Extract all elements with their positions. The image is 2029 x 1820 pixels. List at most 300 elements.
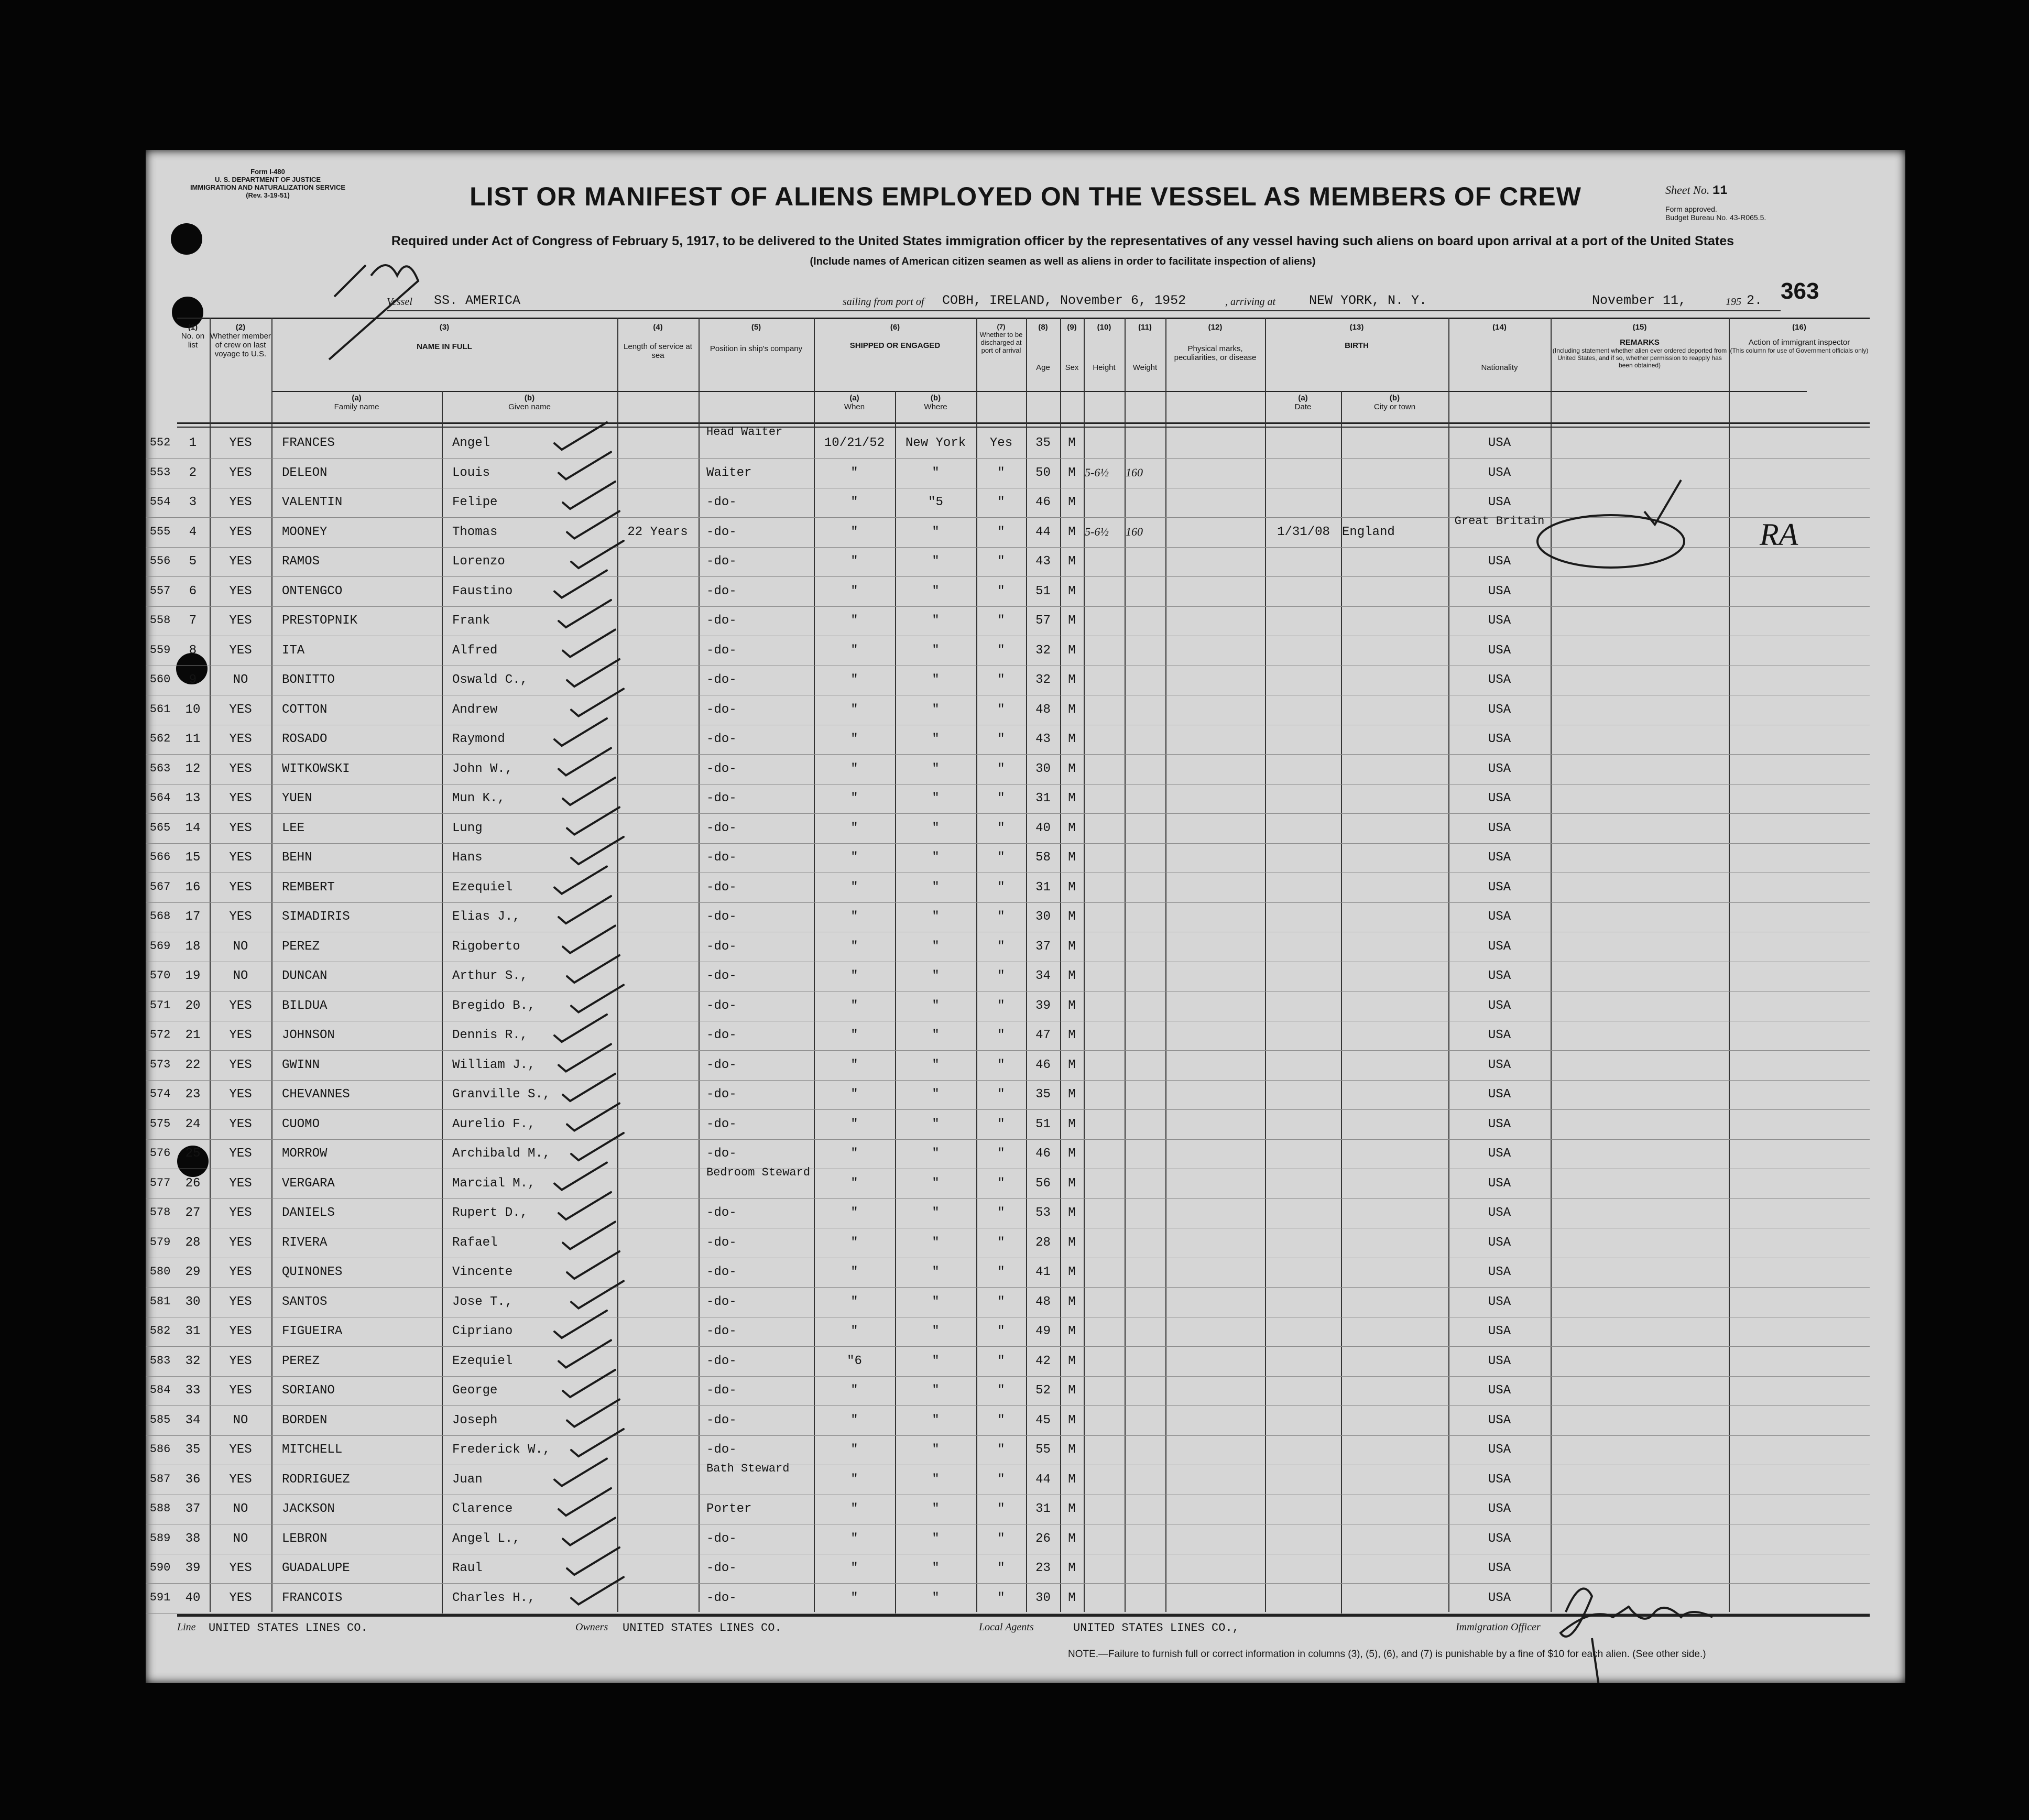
discharged: " <box>997 1176 1005 1191</box>
position: -do- <box>706 584 737 598</box>
given-name: Cipriano <box>452 1324 513 1338</box>
check-mark <box>567 511 619 539</box>
shipped-when: " <box>850 1028 858 1042</box>
discharged: " <box>997 1117 1005 1131</box>
shipped-where: " <box>932 584 940 598</box>
last-voyage: YES <box>229 465 252 480</box>
position: -do- <box>706 851 737 865</box>
given-name: Rafael <box>452 1235 498 1250</box>
family-name: PRESTOPNIK <box>282 614 358 628</box>
position: -do- <box>706 1028 737 1042</box>
position: Bath Steward <box>706 1462 790 1475</box>
last-voyage: YES <box>229 1235 252 1250</box>
nationality: USA <box>1488 495 1511 509</box>
sex: M <box>1068 1058 1076 1072</box>
check-mark <box>554 571 607 598</box>
discharged: " <box>997 791 1005 805</box>
given-name: Joseph <box>452 1413 498 1427</box>
sex: M <box>1068 1413 1076 1427</box>
position: -do- <box>706 821 737 835</box>
check-mark <box>567 1104 619 1131</box>
shipped-when: " <box>850 1383 858 1398</box>
sex: M <box>1068 1235 1076 1250</box>
shipped-when: " <box>850 939 858 954</box>
last-voyage: YES <box>229 614 252 628</box>
last-voyage: NO <box>233 1502 248 1516</box>
shipped-where: " <box>932 880 940 895</box>
row-number: 28 <box>185 1235 201 1250</box>
officer-signature <box>1561 1588 1712 1683</box>
check-mark <box>567 1251 619 1279</box>
discharged: " <box>997 939 1005 954</box>
header-num: (10) <box>1097 323 1111 332</box>
nationality: USA <box>1488 1176 1511 1191</box>
shipped-when: " <box>850 732 858 746</box>
last-voyage: YES <box>229 1087 252 1102</box>
row-number: 33 <box>185 1383 201 1398</box>
row-number: 15 <box>185 851 201 865</box>
position: -do- <box>706 998 737 1013</box>
age: 55 <box>1035 1443 1051 1457</box>
sex: M <box>1068 1206 1076 1220</box>
family-name: GWINN <box>282 1058 320 1072</box>
check-mark <box>559 1044 611 1072</box>
nationality: USA <box>1488 1472 1511 1487</box>
family-name: MORROW <box>282 1147 328 1161</box>
last-voyage: YES <box>229 732 252 746</box>
position: -do- <box>706 1058 737 1072</box>
last-voyage: NO <box>233 673 248 687</box>
discharged: " <box>997 998 1005 1013</box>
shipped-when: " <box>850 851 858 865</box>
given-name: Arthur S., <box>452 969 528 983</box>
header-num: (1) <box>188 323 198 332</box>
approval-line: Budget Bureau No. 43-R065.5. <box>1665 213 1766 222</box>
check-mark <box>567 1400 619 1427</box>
discharged: " <box>997 584 1005 598</box>
header-text: Whether member of crew on last voyage to U.S. <box>210 332 271 358</box>
row-number: 34 <box>185 1413 201 1427</box>
last-voyage: YES <box>229 1354 252 1368</box>
header-text: Height <box>1093 363 1116 372</box>
given-name: Charles H., <box>452 1590 536 1605</box>
shipped-where: " <box>932 465 940 480</box>
nationality: USA <box>1488 1294 1511 1309</box>
given-name: Alfred <box>452 643 498 658</box>
check-mark <box>563 630 615 657</box>
family-name: DUNCAN <box>282 969 328 983</box>
last-voyage: YES <box>229 584 252 598</box>
age: 43 <box>1035 732 1051 746</box>
sex: M <box>1068 495 1076 509</box>
owners-label: Owners <box>575 1621 608 1633</box>
shipped-where: " <box>932 1472 940 1487</box>
shipped-when: " <box>850 1324 858 1338</box>
inspector-initials: RA <box>1760 517 1798 552</box>
discharged: " <box>997 1561 1005 1575</box>
shipped-where: " <box>932 821 940 835</box>
row-number: 38 <box>185 1531 201 1546</box>
header-note: (This column for use of Government officials only) <box>1730 347 1869 354</box>
age: 47 <box>1035 1028 1051 1042</box>
header-num: (b) <box>1389 394 1400 402</box>
given-name: Rigoberto <box>452 939 520 954</box>
nationality: USA <box>1488 1117 1511 1131</box>
family-name: REMBERT <box>282 880 335 895</box>
shipped-where: " <box>932 1206 940 1220</box>
shipped-where: " <box>932 1413 940 1427</box>
row-number: 2 <box>189 465 197 480</box>
family-name: PEREZ <box>282 939 320 954</box>
shipped-when: " <box>850 1176 858 1191</box>
row-ref: 589 <box>149 1531 171 1545</box>
last-voyage: YES <box>229 1590 252 1605</box>
family-name: MOONEY <box>282 525 328 539</box>
shipped-when: " <box>850 1147 858 1161</box>
last-voyage: YES <box>229 1206 252 1220</box>
header-num: (8) <box>1038 323 1048 332</box>
shipped-where: " <box>932 1383 940 1398</box>
check-mark <box>559 600 611 627</box>
shipped-when: " <box>850 1413 858 1427</box>
discharged: " <box>997 969 1005 983</box>
nationality: USA <box>1488 851 1511 865</box>
manifest-sheet <box>146 150 1905 1683</box>
check-mark <box>559 1341 611 1368</box>
age: 34 <box>1035 969 1051 983</box>
row-ref: 565 <box>149 821 171 834</box>
shipped-where: " <box>932 1561 940 1575</box>
header-text: Nationality <box>1481 363 1518 372</box>
age: 52 <box>1035 1383 1051 1398</box>
given-name: Angel <box>452 436 490 450</box>
check-mark <box>554 718 607 746</box>
shipped-where: " <box>932 1028 940 1042</box>
family-name: JACKSON <box>282 1502 335 1516</box>
age: 32 <box>1035 643 1051 658</box>
nationality: USA <box>1488 702 1511 717</box>
nationality: USA <box>1488 1561 1511 1575</box>
form-subtitle: Required under Act of Congress of February 5, 1917, to be delivered to the United States immigration officer by the representatives of any vessel having such aliens on board upon arrival at a port of the United States <box>391 234 1735 248</box>
position: -do- <box>706 1265 737 1279</box>
check-mark <box>571 837 624 864</box>
line-label: Line <box>177 1621 196 1633</box>
family-name: ONTENGCO <box>282 584 343 598</box>
sex: M <box>1068 1383 1076 1398</box>
check-mark <box>554 422 607 450</box>
nationality: USA <box>1488 1087 1511 1102</box>
row-number: 3 <box>189 495 197 509</box>
family-name: VERGARA <box>282 1176 335 1191</box>
header-num: (15) <box>1632 323 1647 332</box>
nationality: USA <box>1488 584 1511 598</box>
shipped-where: " <box>932 643 940 658</box>
shipped-where: " <box>932 1324 940 1338</box>
age: 51 <box>1035 584 1051 598</box>
last-voyage: YES <box>229 998 252 1013</box>
header-num: (12) <box>1208 323 1223 332</box>
row-number: 31 <box>185 1324 201 1338</box>
position: -do- <box>706 1294 737 1309</box>
shipped-when: " <box>850 1561 858 1575</box>
header-num: (16) <box>1792 323 1806 332</box>
last-voyage: YES <box>229 643 252 658</box>
last-voyage: YES <box>229 1443 252 1457</box>
nationality: USA <box>1488 880 1511 895</box>
row-number: 8 <box>189 643 197 658</box>
shipped-where: " <box>932 1294 940 1309</box>
family-name: ITA <box>282 643 305 658</box>
family-name: RODRIGUEZ <box>282 1472 350 1487</box>
given-name: Bregido B., <box>452 998 536 1013</box>
last-voyage: YES <box>229 1028 252 1042</box>
position: -do- <box>706 880 737 895</box>
shipped-when: "6 <box>847 1354 862 1368</box>
discharged: " <box>997 910 1005 924</box>
age: 40 <box>1035 821 1051 835</box>
last-voyage: YES <box>229 1117 252 1131</box>
row-number: 37 <box>185 1502 201 1516</box>
footer-note: NOTE.—Failure to furnish full or correct information in columns (3), (5), (6), and (7) is punishable by a fine of $10 for each alien. (See other side.) <box>1068 1649 1706 1660</box>
shipped-where: " <box>932 614 940 628</box>
row-ref: 573 <box>149 1058 171 1071</box>
last-voyage: YES <box>229 1265 252 1279</box>
row-number: 21 <box>185 1028 201 1042</box>
age: 35 <box>1035 1087 1051 1102</box>
sex: M <box>1068 761 1076 776</box>
age: 43 <box>1035 554 1051 569</box>
discharged: " <box>997 821 1005 835</box>
row-ref: 571 <box>149 998 171 1012</box>
shipped-where: New York <box>905 436 966 450</box>
check-mark <box>571 1281 624 1309</box>
discharged: " <box>997 1058 1005 1072</box>
discharged: " <box>997 1235 1005 1250</box>
age: 41 <box>1035 1265 1051 1279</box>
family-name: VALENTIN <box>282 495 343 509</box>
row-ref: 557 <box>149 584 171 597</box>
given-name: Aurelio F., <box>452 1117 536 1131</box>
row-number: 22 <box>185 1058 201 1072</box>
last-voyage: YES <box>229 1058 252 1072</box>
nationality: USA <box>1488 1413 1511 1427</box>
tick-mark <box>1644 480 1681 525</box>
given-name: Louis <box>452 465 490 480</box>
last-voyage: YES <box>229 761 252 776</box>
position: -do- <box>706 939 737 954</box>
header-text: Date <box>1294 402 1312 411</box>
nationality: USA <box>1488 554 1511 569</box>
given-name: John W., <box>452 761 513 776</box>
weight: 160 <box>1126 525 1143 538</box>
row-ref: 562 <box>149 732 171 745</box>
discharged: " <box>997 1502 1005 1516</box>
position: -do- <box>706 495 737 509</box>
nationality: USA <box>1488 1235 1511 1250</box>
height: 5-6½ <box>1085 465 1109 479</box>
row-number: 11 <box>185 732 201 746</box>
discharged: " <box>997 761 1005 776</box>
shipped-where: " <box>932 1531 940 1546</box>
given-name: George <box>452 1383 498 1398</box>
row-number: 6 <box>189 584 197 598</box>
age: 48 <box>1035 1294 1051 1309</box>
row-ref: 586 <box>149 1443 171 1456</box>
age: 31 <box>1035 791 1051 805</box>
row-number: 12 <box>185 761 201 776</box>
row-ref: 584 <box>149 1383 171 1397</box>
arrival-port: NEW YORK, N. Y. <box>1309 293 1427 308</box>
position: Waiter <box>706 465 752 480</box>
row-number: 23 <box>185 1087 201 1102</box>
family-name: DANIELS <box>282 1206 335 1220</box>
shipped-when: " <box>850 584 858 598</box>
row-number: 14 <box>185 821 201 835</box>
row-ref: 583 <box>149 1354 171 1367</box>
row-ref: 572 <box>149 1028 171 1041</box>
family-name: BONITTO <box>282 673 335 687</box>
row-ref: 564 <box>149 791 171 804</box>
check-mark <box>563 778 615 805</box>
check-mark <box>559 748 611 776</box>
nationality: USA <box>1488 1443 1511 1457</box>
position: -do- <box>706 1235 737 1250</box>
given-name: Frank <box>452 614 490 628</box>
position: -do- <box>706 643 737 658</box>
age: 30 <box>1035 1590 1051 1605</box>
discharged: " <box>997 1383 1005 1398</box>
last-voyage: YES <box>229 1147 252 1161</box>
header-num: (13) <box>1349 323 1364 332</box>
shipped-where: " <box>932 1117 940 1131</box>
row-ref: 577 <box>149 1176 171 1190</box>
shipped-where: " <box>932 939 940 954</box>
shipped-when: " <box>850 1472 858 1487</box>
row-ref: 581 <box>149 1294 171 1308</box>
discharged: " <box>997 851 1005 865</box>
family-name: WITKOWSKI <box>282 761 350 776</box>
check-mark <box>563 926 615 953</box>
given-name: Faustino <box>452 584 513 598</box>
shipped-when: " <box>850 702 858 717</box>
form-id-line: (Rev. 3-19-51) <box>246 191 290 199</box>
age: 44 <box>1035 1472 1051 1487</box>
age: 37 <box>1035 939 1051 954</box>
shipped-when: " <box>850 614 858 628</box>
nationality: USA <box>1488 465 1511 480</box>
shipped-when: " <box>850 761 858 776</box>
last-voyage: YES <box>229 554 252 569</box>
year-suffix: 2. <box>1747 293 1763 308</box>
family-name: LEE <box>282 821 305 835</box>
discharged: " <box>997 1472 1005 1487</box>
row-ref: 559 <box>149 643 171 657</box>
position: -do- <box>706 1383 737 1398</box>
row-number: 4 <box>189 525 197 539</box>
position: -do- <box>706 1117 737 1131</box>
row-number: 40 <box>185 1590 201 1605</box>
shipped-where: " <box>932 554 940 569</box>
check-mark <box>571 1577 624 1605</box>
shipped-when: " <box>850 465 858 480</box>
sex: M <box>1068 939 1076 954</box>
header-num: (14) <box>1492 323 1507 332</box>
vessel-label: Vessel <box>387 296 412 308</box>
shipped-where: " <box>932 910 940 924</box>
age: 32 <box>1035 673 1051 687</box>
last-voyage: YES <box>229 821 252 835</box>
sex: M <box>1068 1443 1076 1457</box>
check-mark <box>571 1429 624 1456</box>
last-voyage: YES <box>229 1294 252 1309</box>
check-mark <box>554 1015 607 1042</box>
row-ref: 580 <box>149 1265 171 1278</box>
arrival-date: November 11, <box>1592 293 1687 308</box>
age: 26 <box>1035 1531 1051 1546</box>
owners-value: UNITED STATES LINES CO. <box>623 1621 782 1634</box>
last-voyage: YES <box>229 791 252 805</box>
shipped-where: " <box>932 1176 940 1191</box>
nationality: USA <box>1488 1265 1511 1279</box>
age: 56 <box>1035 1176 1051 1191</box>
age: 53 <box>1035 1206 1051 1220</box>
header-num: (5) <box>751 323 761 332</box>
sex: M <box>1068 1590 1076 1605</box>
service-length: 22 Years <box>627 525 688 539</box>
row-number: 26 <box>185 1176 201 1191</box>
shipped-where: " <box>932 1590 940 1605</box>
given-name: Felipe <box>452 495 498 509</box>
discharged: " <box>997 554 1005 569</box>
family-name: RIVERA <box>282 1235 328 1250</box>
last-voyage: YES <box>229 1383 252 1398</box>
sex: M <box>1068 1531 1076 1546</box>
row-ref: 563 <box>149 761 171 775</box>
row-number: 9 <box>189 673 197 687</box>
last-voyage: NO <box>233 939 248 954</box>
discharged: " <box>997 1028 1005 1042</box>
given-name: Angel L., <box>452 1531 520 1546</box>
given-name: Granville S., <box>452 1087 551 1102</box>
sex: M <box>1068 1324 1076 1338</box>
discharged: " <box>997 732 1005 746</box>
family-name: FRANCES <box>282 436 335 450</box>
shipped-when: " <box>850 1294 858 1309</box>
agents-label: Local Agents <box>979 1621 1034 1633</box>
row-number: 7 <box>189 614 197 628</box>
discharged: " <box>997 1147 1005 1161</box>
given-name: Ezequiel <box>452 880 513 895</box>
row-number: 19 <box>185 969 201 983</box>
header-num: (b) <box>524 394 535 402</box>
sex: M <box>1068 614 1076 628</box>
family-name: LEBRON <box>282 1531 328 1546</box>
check-mark <box>563 1518 615 1545</box>
shipped-when: " <box>850 1502 858 1516</box>
header-text: NAME IN FULL <box>417 342 472 351</box>
sex: M <box>1068 1294 1076 1309</box>
sex: M <box>1068 1176 1076 1191</box>
nationality: USA <box>1488 436 1511 450</box>
sex: M <box>1068 436 1076 450</box>
sex: M <box>1068 1561 1076 1575</box>
sex: M <box>1068 969 1076 983</box>
sex: M <box>1068 643 1076 658</box>
sex: M <box>1068 1265 1076 1279</box>
given-name: Raymond <box>452 732 505 746</box>
sex: M <box>1068 584 1076 598</box>
agents-value: UNITED STATES LINES CO., <box>1073 1621 1239 1634</box>
